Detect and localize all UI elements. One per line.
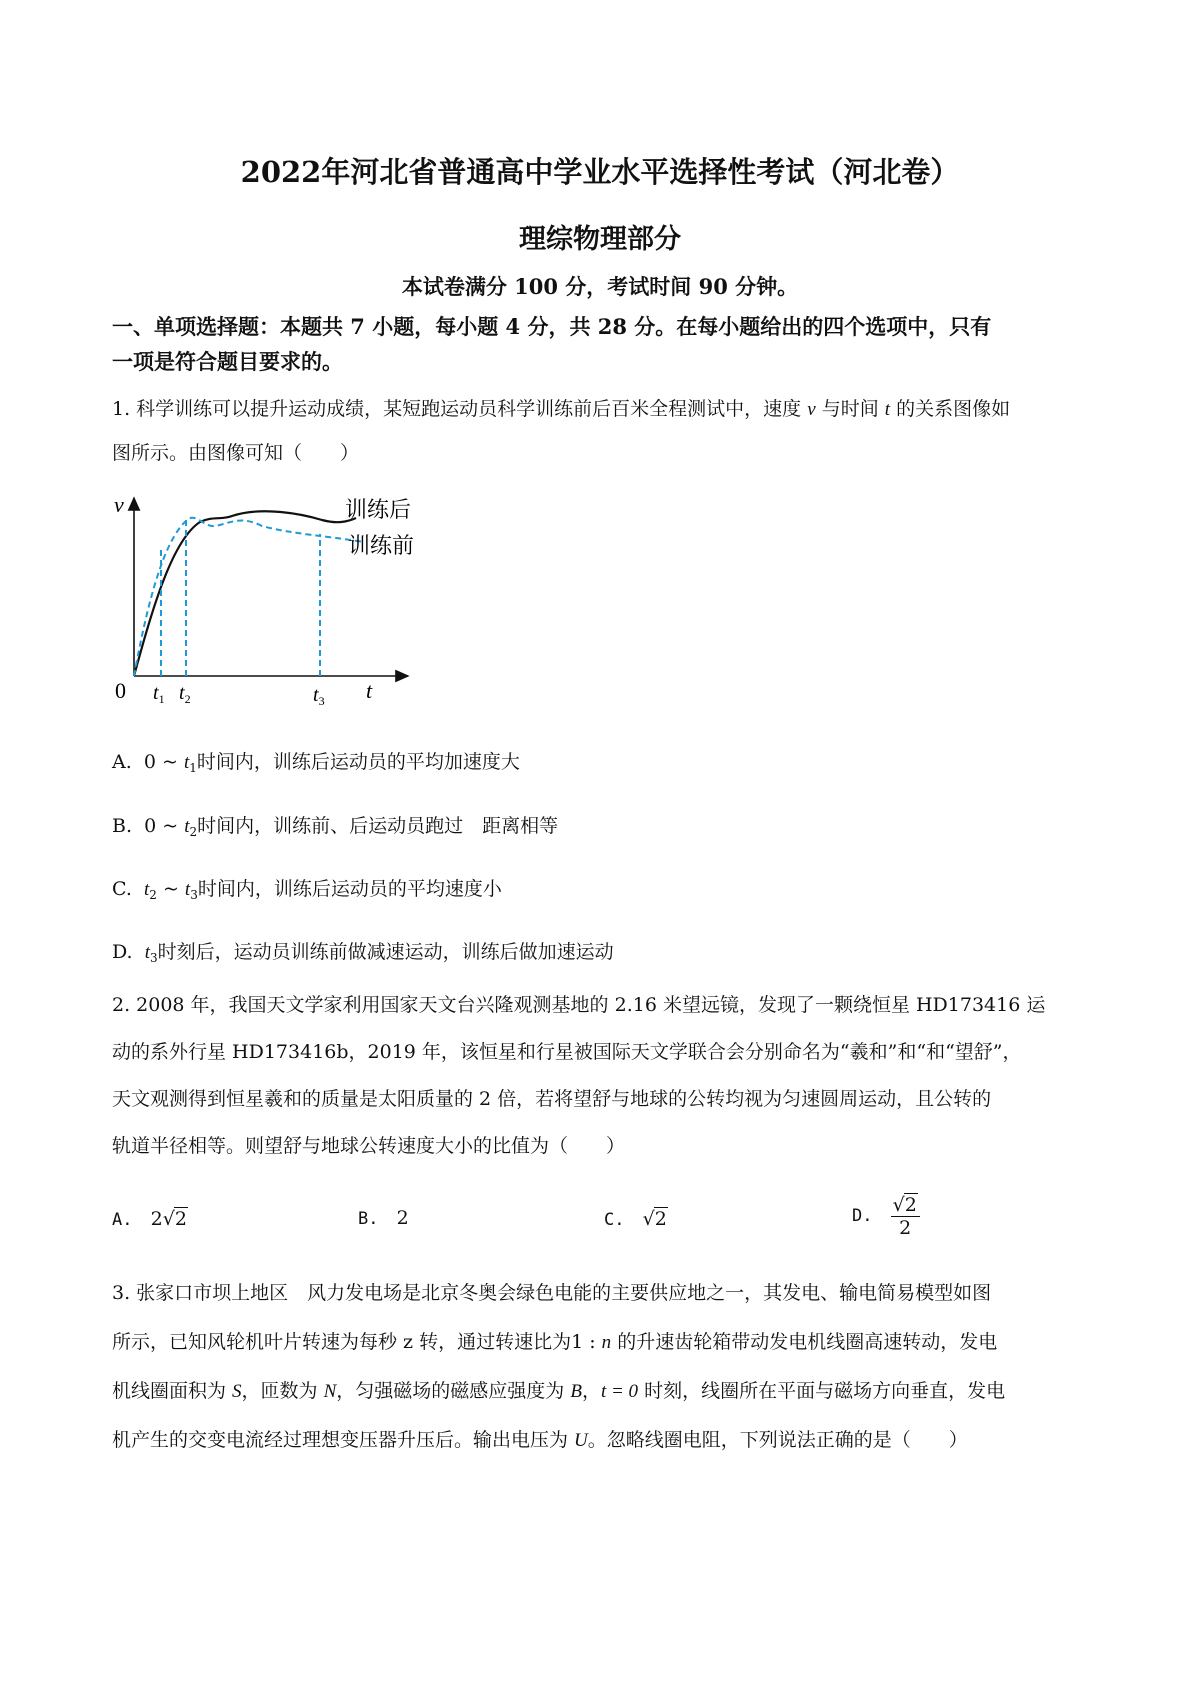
curve-after-training <box>134 511 356 676</box>
v-axis-label: v <box>114 492 124 517</box>
q2-option-b[interactable]: B. 2 <box>358 1207 409 1229</box>
q1-option-a[interactable]: A. 0 ~ $t_1$时间内，训练后运动员的平均加速度大 <box>112 751 520 775</box>
q1-velocity-time-graph <box>112 490 452 715</box>
q1-option-c[interactable]: C. $t_2$ ~ $t_3$时间内，训练后运动员的平均速度小 <box>112 878 502 902</box>
q3-stem-line3: 机线圈面积为 S，匝数为 N，匀强磁场的磁感应强度为 B，t = 0 时刻，线圈所在平面与磁场方向垂直，发电 <box>112 1380 1006 1402</box>
q2-stem-line3: 天文观测得到恒星羲和的质量是太阳质量的 2 倍，若将望舒与地球的公转均视为匀速圆周运动，且公转的 <box>112 1088 992 1110</box>
t-axis-label: t <box>366 678 373 703</box>
q2-stem-line4: 轨道半径相等。则望舒与地球公转速度大小的比值为（ ） <box>112 1135 626 1157</box>
label-after-training: 训练后 <box>345 497 412 522</box>
q1-stem-line1: 1. 科学训练可以提升运动成绩，某短跑运动员科学训练前后百米全程测试中，速度 v 与时间 t 的关系图像如 <box>112 398 1011 420</box>
q2-option-c[interactable]: C. √2 <box>604 1208 667 1230</box>
q1-option-d[interactable]: D. $t_3$时刻后，运动员训练前做减速运动，训练后做加速运动 <box>112 941 614 965</box>
label-before-training: 训练前 <box>348 533 415 558</box>
exam-title: 2022年河北省普通高中学业水平选择性考试（河北卷） <box>240 155 960 189</box>
t3-label: $t_3$ <box>313 684 325 708</box>
exam-note: 本试卷满分 100 分，考试时间 90 分钟。 <box>401 274 799 299</box>
exam-subtitle: 理综物理部分 <box>519 224 681 255</box>
t1-label: $t_1$ <box>153 682 165 706</box>
q2-option-a[interactable]: A. 2√2 <box>112 1208 187 1230</box>
section-heading-line1: 一、单项选择题：本题共 7 小题，每小题 4 分，共 28 分。在每小题给出的四个选项中，只有 <box>112 314 992 339</box>
q3-stem-line1: 3. 张家口市坝上地区 风力发电场是北京冬奥会绿色电能的主要供应地之一，其发电、输电简易模型如图 <box>112 1282 992 1304</box>
origin-label: 0 <box>115 678 126 703</box>
q3-stem-line4: 机产生的交变电流经过理想变压器升压后。输出电压为 U。忽略线圈电阻，下列说法正确的是（ ） <box>112 1429 968 1451</box>
q1-stem-line2: 图所示。由图像可知（ ） <box>112 442 360 464</box>
q2-option-d[interactable]: D. $\frac{√2}{2}$ <box>852 1193 920 1239</box>
q2-stem-line2: 动的系外行星 HD173416b，2019 年，该恒星和行星被国际天文学联合会分别命名为“羲和”和“和“望舒”， <box>112 1041 1022 1063</box>
section-heading-line2: 一项是符合题目要求的。 <box>112 349 343 374</box>
curve-before-training <box>134 518 364 676</box>
q2-stem-line1: 2. 2008 年，我国天文学家利用国家天文台兴隆观测基地的 2.16 米望远镜，发现了一颗绕恒星 HD173416 运 <box>112 994 1046 1016</box>
t2-label: $t_2$ <box>179 682 191 706</box>
q3-stem-line2: 所示，已知风轮机叶片转速为每秒 z 转，通过转速比为1 : n 的升速齿轮箱带动发电机线圈高速转动，发电 <box>112 1331 998 1353</box>
q1-option-b[interactable]: B. 0 ~ $t_2$时间内，训练前、后运动员跑过 距离相等 <box>112 815 559 839</box>
